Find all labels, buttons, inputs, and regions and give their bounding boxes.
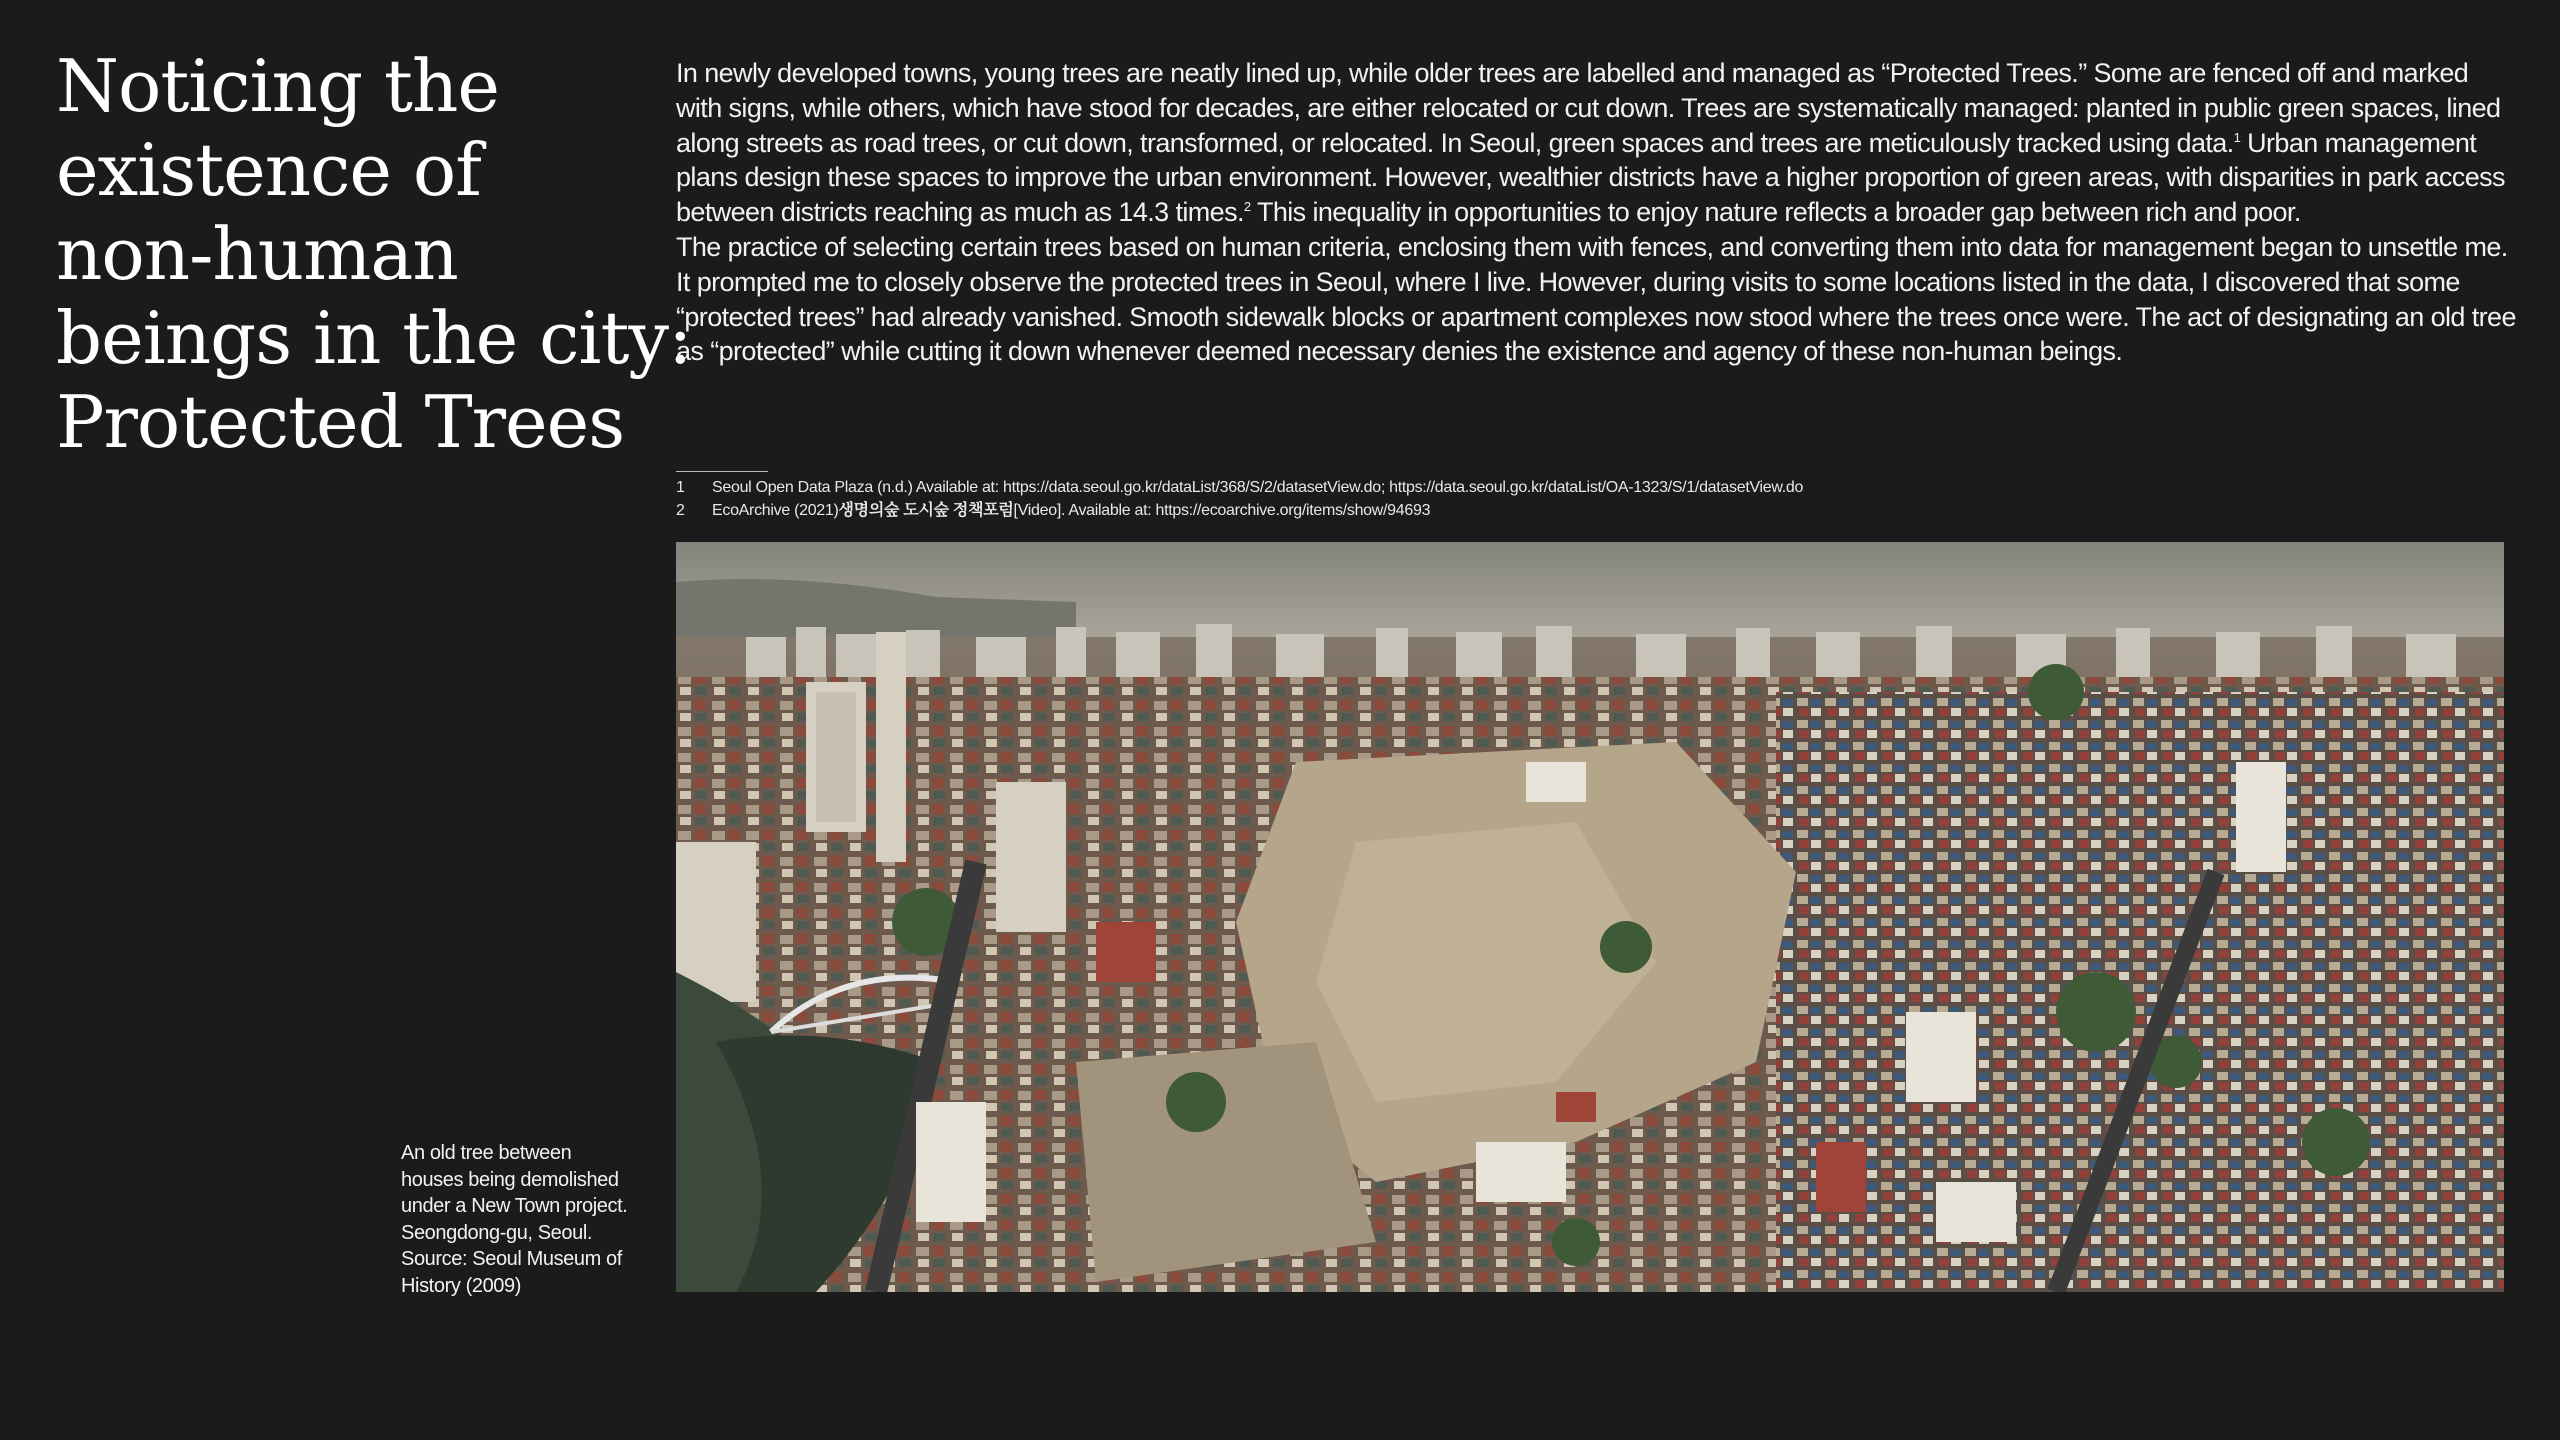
title-line: Noticing the	[56, 44, 499, 128]
photo-caption	[401, 1140, 671, 1299]
body-text-run: This inequality in opportunities to enjoy nature reflects a broader gap between rich and poor.	[1250, 197, 2301, 228]
footnote-ref-2[interactable]: 2	[1243, 199, 1251, 215]
footnote-korean-title: 생명의숲 도시숲 정책포럼	[838, 502, 1014, 519]
footnote-ref-1[interactable]: 1	[2233, 129, 2241, 145]
footnotes	[676, 476, 2516, 522]
photo-illustration	[676, 542, 2504, 1292]
footnote-1	[676, 476, 2516, 499]
footnote-divider	[676, 471, 768, 472]
caption-line: Source: Seoul Museum of	[401, 1248, 622, 1270]
caption-line: An old tree between	[401, 1142, 572, 1164]
footnote-2	[676, 499, 2516, 522]
title-line: beings in the city:	[56, 296, 692, 380]
title-line: existence of	[56, 128, 481, 212]
footnote-text-after[interactable]: [Video]. Available at: https://ecoarchive.org/items/show/94693	[1013, 502, 1431, 519]
title-line: non-human	[56, 212, 458, 296]
body-text-run: Urban management plans design these spaces to improve the urban environment. However, wealthier districts have a higher proportion of green areas, with disparities in park access between districts reaching as much as 14.3 times.	[676, 127, 2505, 228]
body-paragraph-2: The practice of selecting certain trees based on human criteria, enclosing them with fences, and converting them into data for management began to unsettle me. It prompted me to closely observe the protected trees in Seoul, where I live. However, during visits to some locations listed in the data, I discovered that some “protected trees” had already vanished. Smooth sidewalk blocks or apartment complexes now stood where the trees once were. The act of designating an old tree as “protected” while cutting it down whenever deemed necessary denies the existence and agency of these non-human beings.	[676, 231, 2516, 367]
caption-line: houses being demolished	[401, 1168, 619, 1191]
footnote-text[interactable]: Seoul Open Data Plaza (n.d.) Available at: https://data.seoul.go.kr/dataList/368/S/2/datasetView.do; https://data.seoul.go.kr/dataList/OA-1323/S/1/datasetView.do	[712, 479, 1804, 496]
body-paragraph-1	[676, 56, 2516, 230]
footnote-text: EcoArchive (2021)	[712, 502, 839, 519]
footnote-number: 1	[676, 479, 685, 496]
caption-line: Seongdong-gu, Seoul.	[401, 1221, 593, 1244]
body-text-run: In newly developed towns, young trees are neatly lined up, while older trees are labelled and managed as “Protected Trees.” Some are fenced off and marked with signs, while others, which have stood for decades, are either relocated or cut down. Trees are systematically managed: planted in public green spaces, lined along streets as road trees, or cut down, transformed, or relocated. In Seoul, green spaces and trees are meticulously tracked using data.	[676, 58, 2501, 158]
caption-line: under a New Town project.	[401, 1195, 628, 1217]
body-text	[676, 56, 2516, 369]
caption-line: History (2009)	[401, 1274, 521, 1297]
footnote-number: 2	[676, 502, 685, 519]
aerial-city-photo	[676, 542, 2504, 1292]
page-title	[56, 44, 692, 464]
title-line: Protected Trees	[56, 380, 625, 464]
